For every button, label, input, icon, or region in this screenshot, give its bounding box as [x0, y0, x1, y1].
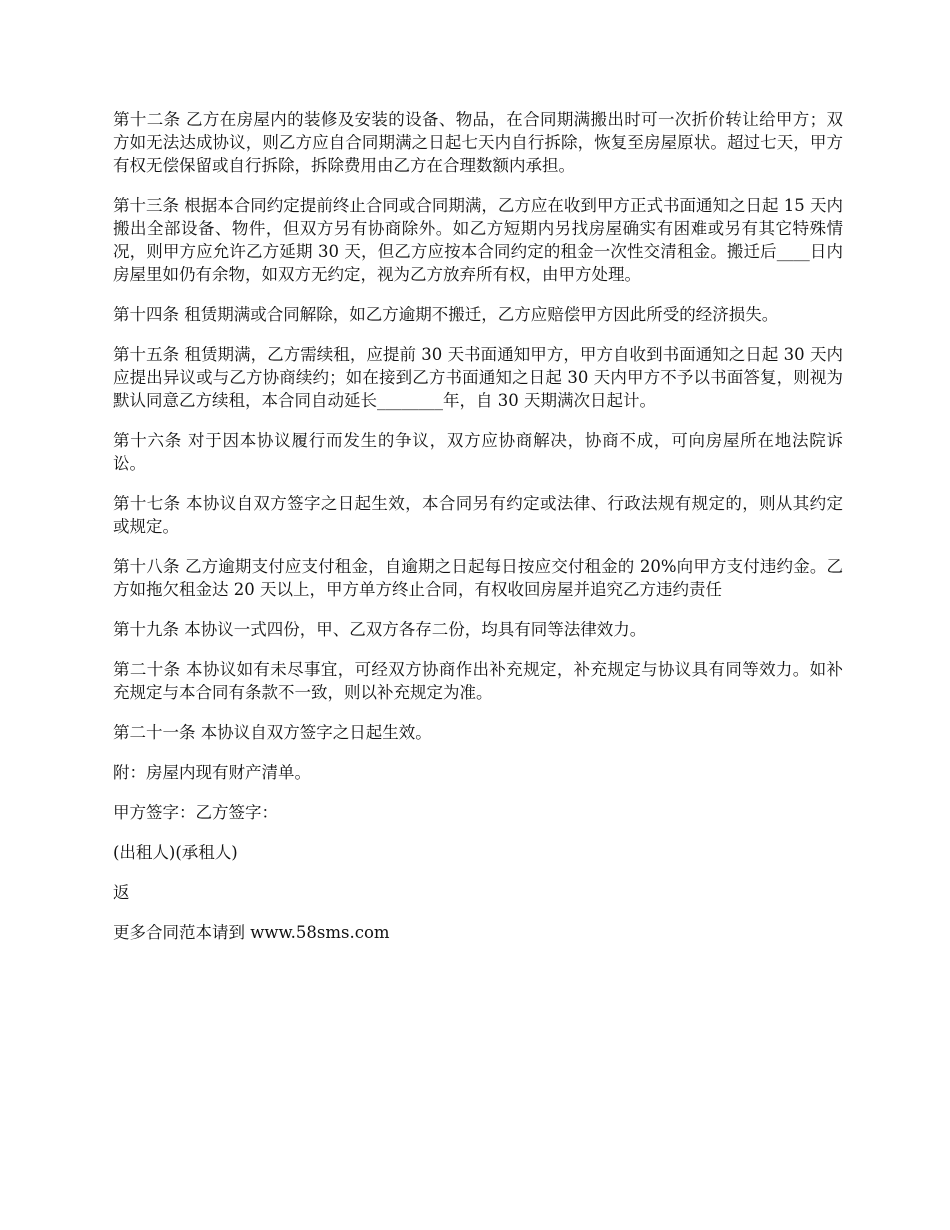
clause-20: 第二十条 本协议如有未尽事宜，可经双方协商作出补充规定，补充规定与协议具有同等效力。如补充规定与本合同有条款不一致，则以补充规定为准。	[113, 660, 843, 702]
clause-19: 第十九条 本协议一式四份，甲、乙双方各存二份，均具有同等法律效力。	[113, 620, 647, 639]
clause-16: 第十六条 对于因本协议履行而发生的争议，双方应协商解决，协商不成，可向房屋所在地法院诉讼。	[113, 431, 843, 473]
document-body	[113, 108, 843, 961]
clause-13: 第十三条 根据本合同约定提前终止合同或合同期满，乙方应在收到甲方正式书面通知之日起 15 天内搬出全部设备、物件，但双方另有协商除外。如乙方短期内另找房屋确实有困难或另有其它特殊情况，则甲方应允许乙方延期 30 天，但乙方应按本合同约定的租金一次性交清租金。搬迁后____日内房屋里如仍有余物，如双方无约定，视为乙方放弃所有权，由甲方处理。	[113, 196, 843, 284]
party-roles: (出租人)(承租人)	[113, 843, 238, 862]
attachment-note: 附：房屋内现有财产清单。	[113, 763, 311, 782]
clause-12: 第十二条 乙方在房屋内的装修及安装的设备、物品，在合同期满搬出时可一次折价转让给甲方；双方如无法达成协议，则乙方应自合同期满之日起七天内自行拆除，恢复至房屋原状。超过七天，甲方有权无偿保留或自行拆除，拆除费用由乙方在合理数额内承担。	[113, 110, 843, 175]
clause-17: 第十七条 本协议自双方签字之日起生效，本合同另有约定或法律、行政法规有规定的，则从其约定或规定。	[113, 494, 843, 536]
return-text: 返	[113, 883, 130, 902]
clause-21: 第二十一条 本协议自双方签字之日起生效。	[113, 723, 432, 742]
clause-14: 第十四条 租赁期满或合同解除，如乙方逾期不搬迁，乙方应赔偿甲方因此所受的经济损失。	[113, 305, 779, 324]
clause-15: 第十五条 租赁期满，乙方需续租，应提前 30 天书面通知甲方，甲方自收到书面通知之日起 30 天内应提出异议或与乙方协商续约；如在接到乙方书面通知之日起 30 天内甲方不予以书面答复，则视为默认同意乙方续租，本合同自动延长________年，自 30 天期满次日起计。	[113, 345, 843, 410]
footer-link-text: 更多合同范本请到 www.58sms.com	[113, 923, 390, 942]
clause-18: 第十八条 乙方逾期支付应支付租金，自逾期之日起每日按应交付租金的 20%向甲方支付违约金。乙方如拖欠租金达 20 天以上，甲方单方终止合同，有权收回房屋并追究乙方违约责任	[113, 557, 843, 599]
signature-line: 甲方签字：乙方签字：	[113, 803, 278, 822]
